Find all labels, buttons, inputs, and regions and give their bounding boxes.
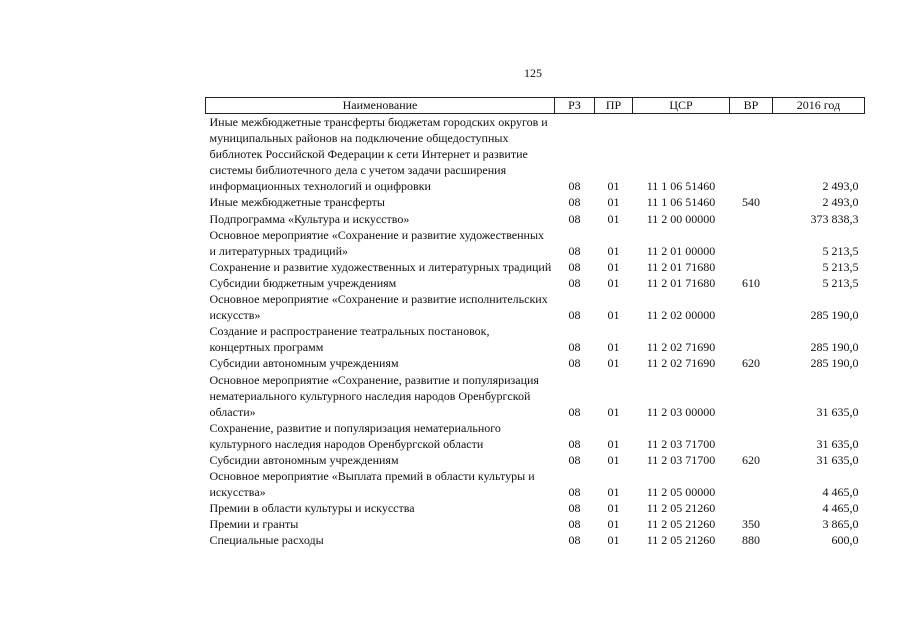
cell-csr: 11 2 02 71690 [646,356,716,371]
cell-vr [730,114,773,195]
cell-vr [730,291,773,323]
cell-sum: 31 635,0 [816,404,859,419]
header-name: Наименование [206,98,555,114]
table-body [206,114,865,549]
cell-rz: 08 [568,485,581,500]
cell-rz: 08 [568,501,581,516]
cell-csr: 11 1 06 51460 [646,179,716,194]
cell-name: Субсидии автономным учреждениям [209,356,399,371]
budget-table [205,97,865,549]
cell-vr [730,420,773,452]
cell-name: Сохранение и развитие художественных и литературных традиций [209,259,552,274]
cell-pr: 01 [607,308,620,323]
cell-rz: 08 [568,179,581,194]
cell-pr: 01 [607,452,620,467]
table-row [206,227,865,259]
cell-sum: 4 465,0 [822,501,859,516]
table-row [206,275,865,291]
cell-sum: 5 213,5 [822,243,859,258]
header-pr: ПР [595,98,633,114]
cell-name: Премии в области культуры и искусства [209,501,415,516]
cell-sum: 2 493,0 [822,195,859,210]
cell-sum: 5 213,5 [822,275,859,290]
cell-vr [730,372,773,420]
cell-pr: 01 [607,533,620,548]
cell-vr [730,468,773,500]
cell-csr: 11 2 05 21260 [646,533,716,548]
cell-rz: 08 [568,533,581,548]
table-row [206,114,865,195]
cell-name: Основное мероприятие «Сохранение и развитие исполнительских искусств» [209,292,548,323]
cell-vr: 350 [742,517,760,532]
cell-rz: 08 [568,211,581,226]
cell-vr: 880 [742,533,760,548]
cell-csr: 11 2 01 00000 [646,243,716,258]
cell-name: Создание и распространение театральных постановок, концертных программ [209,324,490,355]
cell-rz: 08 [568,340,581,355]
cell-csr: 11 2 02 71690 [646,340,716,355]
cell-rz: 08 [568,517,581,532]
cell-vr: 620 [742,356,760,371]
header-rz: РЗ [555,98,595,114]
cell-sum: 31 635,0 [816,436,859,451]
cell-sum: 3 865,0 [822,517,859,532]
cell-pr: 01 [607,275,620,290]
cell-rz: 08 [568,259,581,274]
cell-pr: 01 [607,259,620,274]
header-csr: ЦСР [633,98,730,114]
cell-name: Премии и гранты [209,517,299,532]
cell-name: Подпрограмма «Культура и искусство» [209,211,410,226]
cell-vr [730,323,773,355]
cell-pr: 01 [607,517,620,532]
table-row [206,468,865,500]
cell-csr: 11 2 01 71680 [646,259,716,274]
cell-sum: 600,0 [831,533,859,548]
cell-name: Субсидии бюджетным учреждениям [209,275,397,290]
cell-rz: 08 [568,243,581,258]
table-row [206,291,865,323]
cell-csr: 11 2 00 00000 [646,211,716,226]
cell-csr: 11 2 05 21260 [646,501,716,516]
cell-csr: 11 2 03 71700 [646,436,716,451]
cell-name: Основное мероприятие «Выплата премий в области культуры и искусства» [209,469,535,500]
cell-vr: 620 [742,452,760,467]
table-row [206,372,865,420]
cell-sum: 285 190,0 [810,340,859,355]
cell-pr: 01 [607,340,620,355]
cell-csr: 11 2 02 00000 [646,308,716,323]
cell-rz: 08 [568,275,581,290]
table-row [206,532,865,548]
table-row [206,323,865,355]
header-vr: ВР [730,98,773,114]
cell-pr: 01 [607,243,620,258]
cell-csr: 11 2 05 00000 [646,485,716,500]
cell-sum: 31 635,0 [816,452,859,467]
cell-rz: 08 [568,308,581,323]
cell-pr: 01 [607,356,620,371]
cell-pr: 01 [607,195,620,210]
cell-csr: 11 2 05 21260 [646,517,716,532]
table-row [206,259,865,275]
cell-rz: 08 [568,436,581,451]
table-row [206,194,865,210]
cell-name: Иные межбюджетные трансферты [209,195,385,210]
table-row [206,516,865,532]
cell-sum: 4 465,0 [822,485,859,500]
cell-vr [730,259,773,275]
cell-name: Специальные расходы [209,533,324,548]
cell-csr: 11 2 03 71700 [646,452,716,467]
cell-pr: 01 [607,404,620,419]
cell-pr: 01 [607,501,620,516]
cell-rz: 08 [568,195,581,210]
cell-sum: 373 838,3 [810,211,859,226]
table-row [206,355,865,371]
cell-sum: 285 190,0 [810,308,859,323]
cell-pr: 01 [607,179,620,194]
cell-rz: 08 [568,356,581,371]
table-row [206,420,865,452]
cell-name: Субсидии автономным учреждениям [209,452,399,467]
cell-pr: 01 [607,485,620,500]
cell-sum: 5 213,5 [822,259,859,274]
table-header-row [206,98,865,114]
cell-sum: 285 190,0 [810,356,859,371]
cell-vr: 610 [742,275,760,290]
cell-rz: 08 [568,452,581,467]
page-number: 125 [524,66,542,80]
cell-vr: 540 [742,195,760,210]
cell-name: Иные межбюджетные трансферты бюджетам городских округов и муниципальных районов на подключение общедоступных библиотек Российской Федерации к сети Интернет и развитие системы библиотечного дела с учетом задачи расширения информационных технологий и оцифровки [209,115,548,194]
cell-vr [730,227,773,259]
cell-pr: 01 [607,436,620,451]
cell-rz: 08 [568,404,581,419]
cell-csr: 11 2 01 71680 [646,275,716,290]
cell-sum: 2 493,0 [822,179,859,194]
table-row [206,211,865,227]
cell-vr [730,500,773,516]
table-row [206,500,865,516]
cell-name: Основное мероприятие «Сохранение, развитие и популяризация нематериального культурного наследия народов Оренбургской области» [209,372,539,419]
header-sum: 2016 год [773,98,865,114]
cell-name: Сохранение, развитие и популяризация нематериального культурного наследия народов Оренбургской области [209,420,501,451]
table-row [206,452,865,468]
cell-csr: 11 2 03 00000 [646,404,716,419]
cell-csr: 11 1 06 51460 [646,195,716,210]
cell-pr: 01 [607,211,620,226]
cell-vr [730,211,773,227]
cell-name: Основное мероприятие «Сохранение и развитие художественных и литературных традиций» [209,227,545,258]
